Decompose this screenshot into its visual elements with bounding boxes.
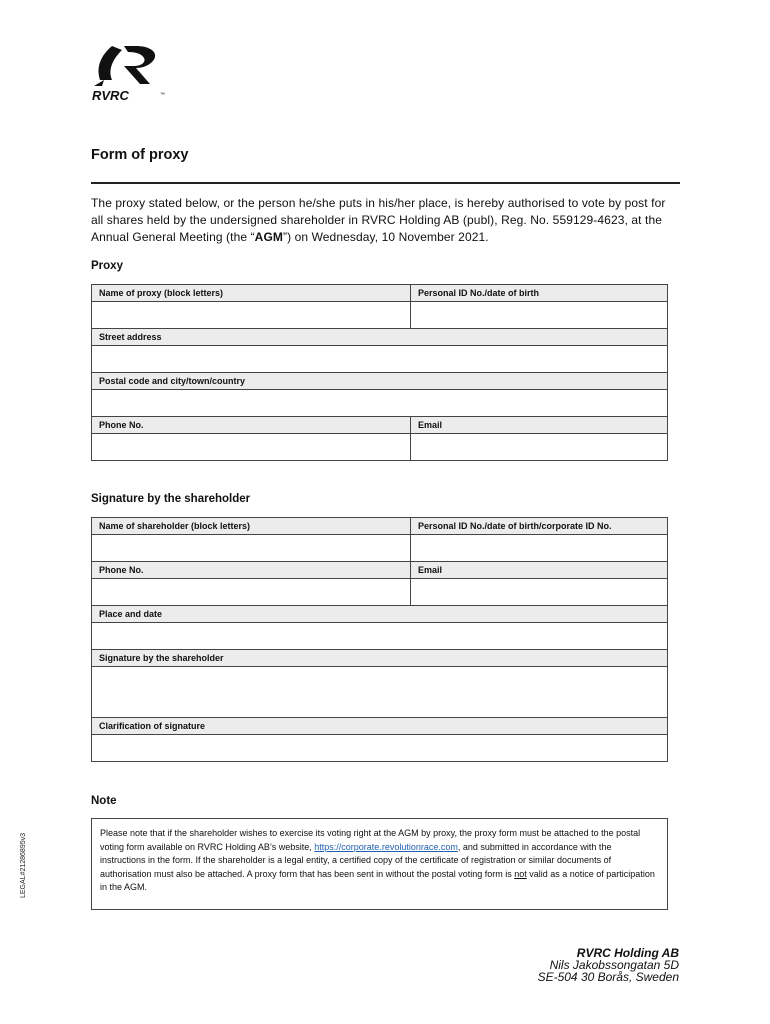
shareholder-signature-label: Signature by the shareholder (92, 650, 668, 667)
logo-wordmark: RVRC (92, 88, 129, 103)
logo-trademark: ™ (160, 92, 165, 98)
proxy-phone-field[interactable] (92, 434, 411, 461)
proxy-postal-label: Postal code and city/town/country (92, 373, 668, 390)
website-link[interactable]: https://corporate.revolutionrace.com (314, 841, 458, 852)
agm-term: AGM (254, 230, 283, 244)
proxy-name-field[interactable] (92, 302, 411, 329)
shareholder-name-label: Name of shareholder (block letters) (92, 518, 411, 535)
proxy-postal-field[interactable] (92, 390, 668, 417)
shareholder-heading: Signature by the shareholder (91, 493, 251, 505)
proxy-id-field[interactable] (411, 302, 668, 329)
shareholder-place-label: Place and date (92, 606, 668, 623)
shareholder-phone-field[interactable] (92, 579, 411, 606)
document-reference: LEGAL#21286895v3 (20, 833, 27, 898)
title-divider (91, 182, 680, 184)
proxy-id-label: Personal ID No./date of birth (411, 285, 668, 302)
proxy-heading: Proxy (91, 260, 123, 272)
shareholder-table (91, 517, 668, 762)
address-street: Nils Jakobssongatan 5D (549, 958, 679, 972)
shareholder-place-field[interactable] (92, 623, 668, 650)
proxy-email-label: Email (411, 417, 668, 434)
rvrc-logo (90, 40, 180, 106)
shareholder-id-field[interactable] (411, 535, 668, 562)
intro-paragraph: The proxy stated below, or the person he/she puts in his/her place, is hereby authorised to vote by post for all shares held by the undersigned shareholder in RVRC Holding AB (publ), Reg. No. 559129-4623, at the Annual General Meeting (the “AGM”) on Wednesday, 10 November 2021. (91, 196, 666, 244)
proxy-table (91, 284, 668, 461)
shareholder-email-label: Email (411, 562, 668, 579)
note-box: Please note that if the shareholder wishes to exercise its voting right at the AGM by proxy, the proxy form must be attached to the postal voting form available on RVRC Holding AB’s website, https://corporate.revolutionrace.com, and submitted in accordance with the instructions in the form. If the shareholder is a legal entity, a certified copy of the certificate of registration or similar documents of authorisation must also be attached. A proxy form that has been sent in without the postal voting form is not valid as a notice of participation in the AGM. (91, 818, 668, 910)
proxy-street-field[interactable] (92, 346, 668, 373)
page-title: Form of proxy (91, 147, 189, 163)
proxy-name-label: Name of proxy (block letters) (92, 285, 411, 302)
company-address (538, 947, 679, 983)
proxy-email-field[interactable] (411, 434, 668, 461)
shareholder-signature-field[interactable] (92, 667, 668, 718)
shareholder-id-label: Personal ID No./date of birth/corporate ID No. (411, 518, 668, 535)
shareholder-clarification-label: Clarification of signature (92, 718, 668, 735)
address-city: SE-504 30 Borås, Sweden (537, 970, 679, 984)
company-name: RVRC Holding AB (576, 946, 679, 960)
shareholder-phone-label: Phone No. (92, 562, 411, 579)
note-heading: Note (91, 795, 117, 807)
not-emphasis: not (514, 868, 527, 879)
shareholder-clarification-field[interactable] (92, 735, 668, 762)
proxy-phone-label: Phone No. (92, 417, 411, 434)
shareholder-email-field[interactable] (411, 579, 668, 606)
rvrc-logo-mark (90, 40, 180, 106)
shareholder-name-field[interactable] (92, 535, 411, 562)
proxy-street-label: Street address (92, 329, 668, 346)
